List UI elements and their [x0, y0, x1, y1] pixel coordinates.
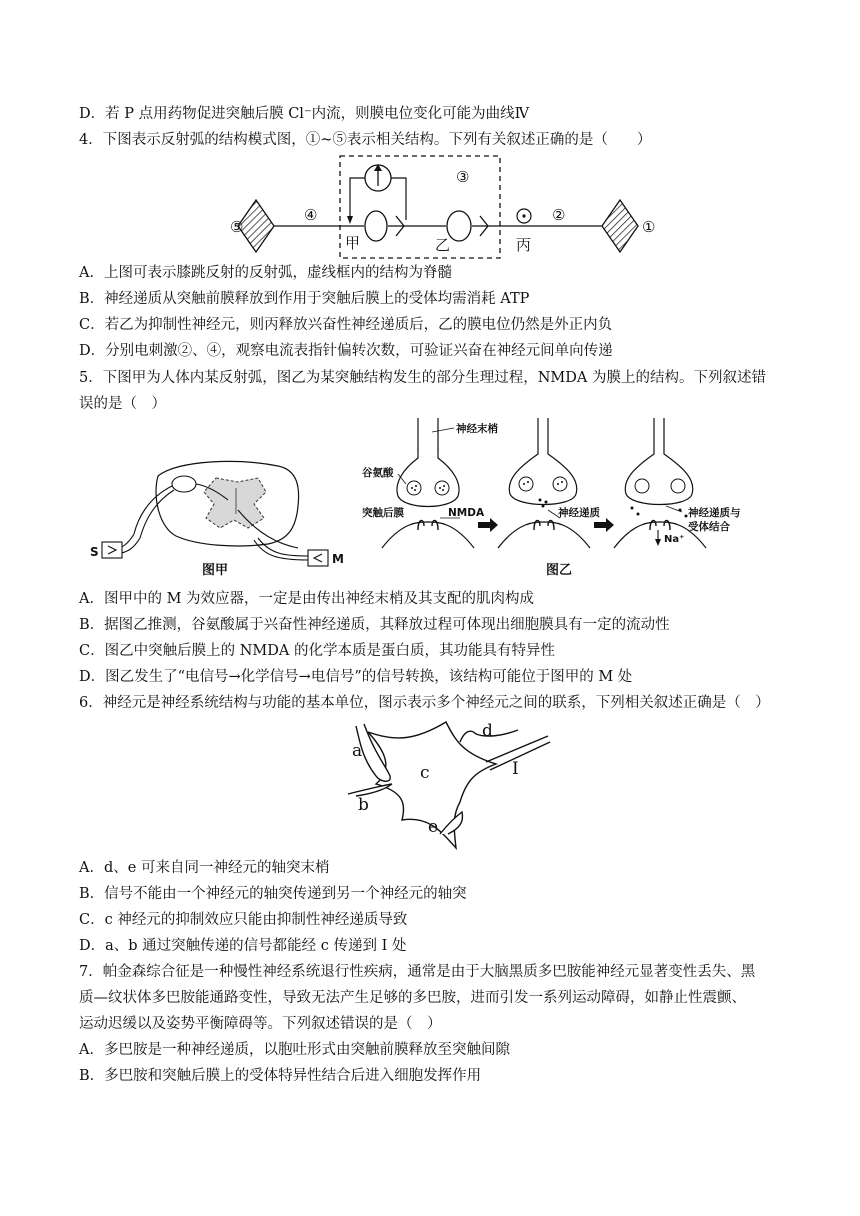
q7-option-a: A．多巴胺是一种神经递质，以胞吐形式由突触前膜释放至突触间隙: [79, 1042, 510, 1058]
q3-option-d: D．若 P 点用药物促进突触后膜 Cl⁻内流，则膜电位变化可能为曲线Ⅳ: [79, 106, 530, 122]
q6-option-c: C．c 神经元的抑制效应只能由抑制性神经递质导致: [79, 912, 408, 928]
q5-label-nerve-end: 神经末梢: [456, 423, 498, 435]
q4-label-jia: 甲: [345, 234, 361, 252]
q5-option-b: B．据图乙推测，谷氨酸属于兴奋性神经递质，其释放过程可体现出细胞膜具有一定的流动性: [79, 617, 670, 633]
q6-terminal-b: [348, 784, 392, 796]
q6-label-b: b: [358, 795, 369, 815]
q4-dashed-box: [340, 156, 500, 258]
q4-label-4: ④: [304, 206, 318, 224]
q4-structure-1-shape: [602, 200, 638, 252]
q6-label-e: e: [428, 817, 439, 837]
q4-label-yi: 乙: [435, 236, 451, 254]
q5-stem: 5．下图甲为人体内某反射弧，图乙为某突触结构发生的部分生理过程，NMDA 为膜上的结构。下列叙述错: [79, 370, 766, 386]
q4-option-b: B．神经递质从突触前膜释放到作用于突触后膜上的受体均需消耗 ATP: [79, 291, 530, 307]
q6-stem: 6．神经元是神经系统结构与功能的基本单位，图示表示多个神经元之间的联系，下列相关叙述正确是（ ）: [79, 695, 770, 711]
q6-label-a: a: [352, 741, 363, 761]
q5-label-transmitter: 神经递质: [558, 507, 600, 519]
q6-label-d: d: [482, 721, 493, 741]
q4-label-bing: 丙: [516, 236, 532, 254]
q5-label-post-membrane: 突触后膜: [362, 507, 404, 519]
q5-option-c: C．图乙中突触后膜上的 NMDA 的化学本质是蛋白质，其功能具有特异性: [79, 643, 555, 659]
q5-caption-jia: 图甲: [202, 563, 229, 578]
q5-stem-cont: 误的是（ ）: [79, 396, 166, 412]
q4-neuron-jia: [365, 211, 387, 241]
q4-label-5: ⑤: [230, 218, 244, 236]
q6-label-c: c: [420, 763, 430, 783]
q5-synapse-panel-1: [382, 418, 474, 548]
q5-figure-yi: [362, 418, 782, 582]
q6-option-b: B．信号不能由一个神经元的轴突传递到另一个神经元的轴突: [79, 886, 467, 902]
q5-option-d: D．图乙发生了“电信号→化学信号→电信号”的信号转换，该结构可能位于图甲的 M 处: [79, 669, 633, 685]
q5-label-na: Na⁺: [664, 534, 685, 545]
q4-option-d: D．分别电刺激②、④，观察电流表指针偏转次数，可验证兴奋在神经元间单向传递: [79, 343, 613, 359]
q4-label-2: ②: [552, 206, 566, 224]
q4-option-a: A．上图可表示膝跳反射的反射弧，虚线框内的结构为脊髓: [79, 265, 452, 281]
q5-effector-m-box: [308, 550, 328, 566]
q4-option-c: C．若乙为抑制性神经元，则丙释放兴奋性神经递质后，乙的膜电位仍然是外正内负: [79, 317, 613, 333]
q4-neuron-yi: [447, 211, 471, 241]
q6-option-a: A．d、e 可来自同一神经元的轴突末梢: [79, 860, 330, 876]
q6-option-d: D．a、b 通过突触传递的信号都能经 c 传递到 I 处: [79, 938, 407, 954]
q5-label-bind-1: 神经递质与: [688, 507, 741, 519]
q4-reflex-arc-figure: [228, 152, 668, 260]
q4-stem: 4．下图表示反射弧的结构模式图，①~⑤表示相关结构。下列有关叙述正确的是（ ）: [79, 132, 652, 148]
q7-option-b: B．多巴胺和突触后膜上的受体特异性结合后进入细胞发挥作用: [79, 1068, 482, 1084]
q5-receptor-s-box: [102, 542, 122, 558]
q7-stem-cont-1: 质—纹状体多巴胺能通路变性，导致无法产生足够的多巴胺，进而引发一系列运动障碍，如静止性震颤、: [79, 990, 746, 1006]
q7-stem-cont-2: 运动迟缓以及姿势平衡障碍等。下列叙述错误的是（ ）: [79, 1016, 442, 1032]
q5-label-bind-2: 受体结合: [688, 521, 730, 533]
q5-figure-jia: [88, 448, 358, 580]
q6-neuron-figure: [336, 712, 556, 858]
q5-label-m: M: [332, 552, 344, 566]
q7-stem: 7．帕金森综合征是一种慢性神经系统退行性疾病，通常是由于大脑黑质多巴胺能神经元显著变性丢失、黑: [79, 964, 756, 980]
q5-caption-yi: 图乙: [546, 563, 573, 578]
q5-label-glutamate: 谷氨酸: [362, 467, 394, 479]
q4-label-3: ③: [456, 168, 470, 186]
q5-label-nmda: NMDA: [448, 507, 485, 519]
q5-synapse-panel-2: [498, 418, 590, 548]
q5-option-a: A．图甲中的 M 为效应器，一定是由传出神经末梢及其支配的肌肉构成: [79, 591, 535, 607]
q5-label-s: S: [90, 545, 99, 559]
q6-label-I: I: [512, 759, 519, 779]
q4-label-1: ①: [642, 218, 656, 236]
